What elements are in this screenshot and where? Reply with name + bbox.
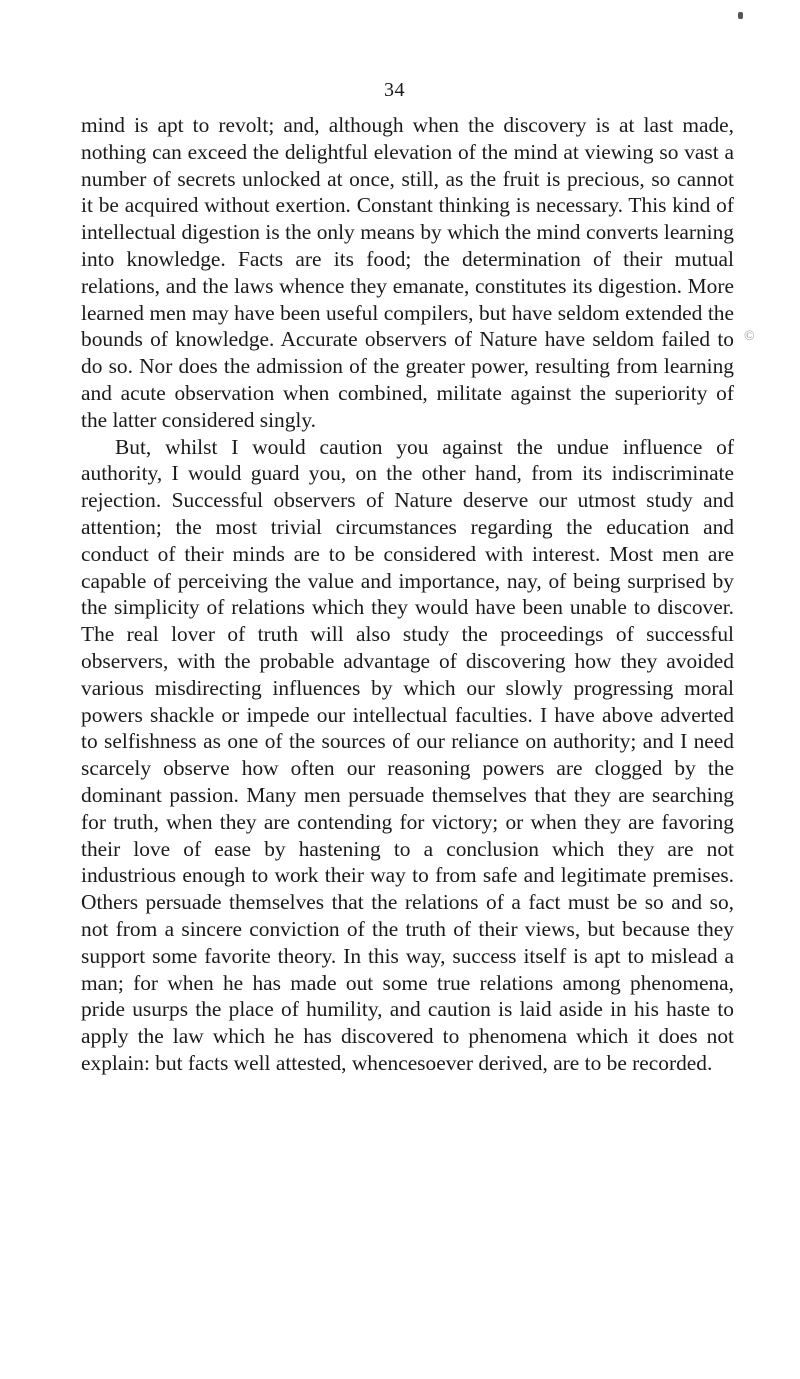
paragraph-2: But, whilst I would caution you against the undue influence of authority, I would guard you, on the other hand, from its indiscriminate rejection. Successful observers of Nature deserve our utmost study and attention; the most trivial circumstances regarding the education and conduct of their minds are to be considered with interest. Most men are capable of perceiving the value and importance, nay, of being surprised by the simplicity of relations which they would have been unable to discover. The real lover of truth will also study the proceedings of successful observers, with the probable advantage of discovering how they avoided various misdirecting influences by which our slowly progressing moral powers shackle or impede our intellectual faculties. I have above adverted to selfishness as one of the sources of our reliance on authority; and I need scarcely observe how often our reasoning powers are clogged by the dominant passion. Many men persuade themselves that they are searching for truth, when they are contending for victory; or when they are favoring their love of ease by hastening to a conclusion which they are not industrious enough to work their way to from safe and legitimate premises. Others persuade themselves that the relations of a fact must be so and so, not from a sincere conviction of the truth of their views, but because they support some favorite theory. In this way, success itself is apt to mislead a man; for when he has made out some true relations among phenomena, pride usurps the place of humility, and caution is laid aside in his haste to apply the law which he has discovered to phenomena which it does not explain: but facts well attested, whencesoever derived, are to be recorded. — [81, 434, 734, 1075]
page-number: 34 — [384, 79, 405, 101]
paragraph-1: mind is apt to revolt; and, although when the discovery is at last made, nothing can exceed the delightful elevation of the mind at viewing so vast a number of secrets unlocked at once, still, as the fruit is precious, so cannot it be acquired without exertion. Constant thinking is necessary. This kind of intellectual digestion is the only means by which the mind converts learning into knowledge. Facts are its food; the determination of their mutual relations, and the laws whence they emanate, constitutes its digestion. More learned men may have been useful compilers, but have seldom extended the bounds of knowledge. Accurate observers of Nature have seldom failed to do so. Nor does the admission of the greater power, resulting from learning and acute observation when combined, militate against the superiority of the latter considered singly. — [81, 113, 734, 432]
body-text — [81, 112, 734, 1077]
margin-mark: © — [744, 329, 755, 344]
ink-speck — [738, 12, 743, 19]
